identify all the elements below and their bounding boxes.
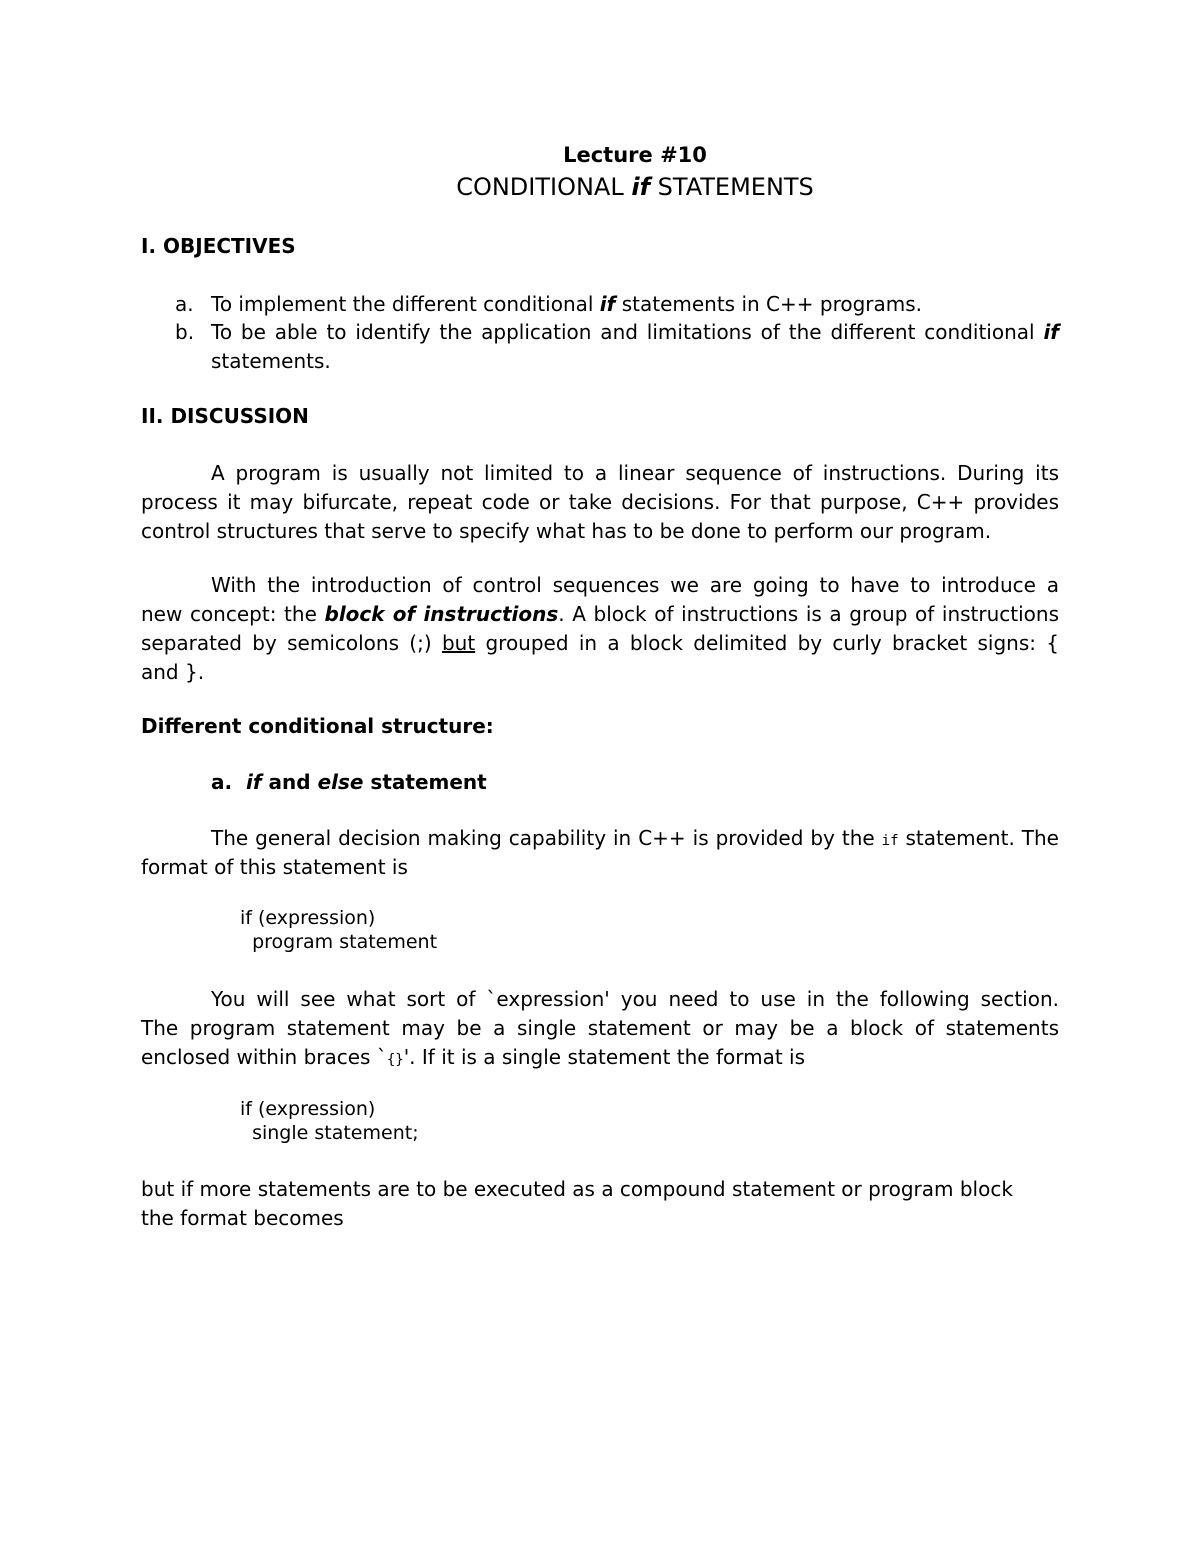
title-prefix: CONDITIONAL <box>456 173 632 201</box>
objective-marker-a: a. <box>175 292 194 316</box>
objective-item-a: To implement the different conditional if statements in C++ programs. <box>211 292 923 316</box>
else-keyword: else <box>317 770 364 794</box>
underlined-but: but <box>441 631 476 655</box>
page-title <box>0 173 1200 201</box>
code-block-1-line2: program statement <box>240 931 438 953</box>
para1-line2: process it may bifurcate, repeat code or take decisions. For that purpose, C++ provides <box>141 490 1059 514</box>
code-block-2-line2: single statement; <box>240 1122 419 1144</box>
para5-line2: the format becomes <box>141 1206 344 1230</box>
para2-line2: new concept: the block of instructions. A block of instructions is a group of instructions <box>141 602 1060 626</box>
code-block-2-line1: if (expression) <box>240 1098 376 1120</box>
block-of-instructions-term: block of instructions <box>324 602 559 626</box>
para4-line3: enclosed within braces `{}'. If it is a single statement the format is <box>141 1045 806 1069</box>
para1-line3: control structures that serve to specify what has to be done to perform our program. <box>141 519 992 543</box>
if-keyword: if <box>246 770 262 794</box>
if-keyword: if <box>1043 320 1059 344</box>
subsection-heading-a: a. if and else statement <box>211 770 487 794</box>
para2-line1: With the introduction of control sequences we are going to have to introduce a <box>211 573 1059 597</box>
para1-line1: A program is usually not limited to a linear sequence of instructions. During its <box>211 461 1059 485</box>
objective-item-b: To be able to identify the application and limitations of the different conditional if <box>211 320 1059 344</box>
structures-heading: Different conditional structure: <box>141 714 494 738</box>
objectives-heading: I. OBJECTIVES <box>141 234 296 258</box>
inline-code-if: if <box>881 833 899 849</box>
para5-line1: but if more statements are to be executed as a compound statement or program block <box>141 1177 1013 1201</box>
inline-code-braces: {} <box>386 1052 404 1068</box>
title-if-keyword: if <box>631 173 651 201</box>
objective-item-b-cont: statements. <box>211 349 331 373</box>
para3-line1: The general decision making capability in C++ is provided by the if statement. The <box>211 826 1059 850</box>
title-suffix: STATEMENTS <box>650 173 814 201</box>
lecture-number: Lecture #10 <box>563 143 707 167</box>
para2-line4: and }. <box>141 660 205 684</box>
code-block-1-line1: if (expression) <box>240 907 376 929</box>
objective-marker-b: b. <box>175 320 195 344</box>
para4-line2: The program statement may be a single statement or may be a block of statements <box>141 1016 1059 1040</box>
if-keyword: if <box>599 292 616 316</box>
para3-line2: format of this statement is <box>141 855 408 879</box>
para2-line3: separated by semicolons (;) but grouped in a block delimited by curly bracket signs: { <box>141 631 1060 655</box>
discussion-heading: II. DISCUSSION <box>141 404 309 428</box>
para4-line1: You will see what sort of `expression' you need to use in the following section. <box>211 987 1059 1011</box>
